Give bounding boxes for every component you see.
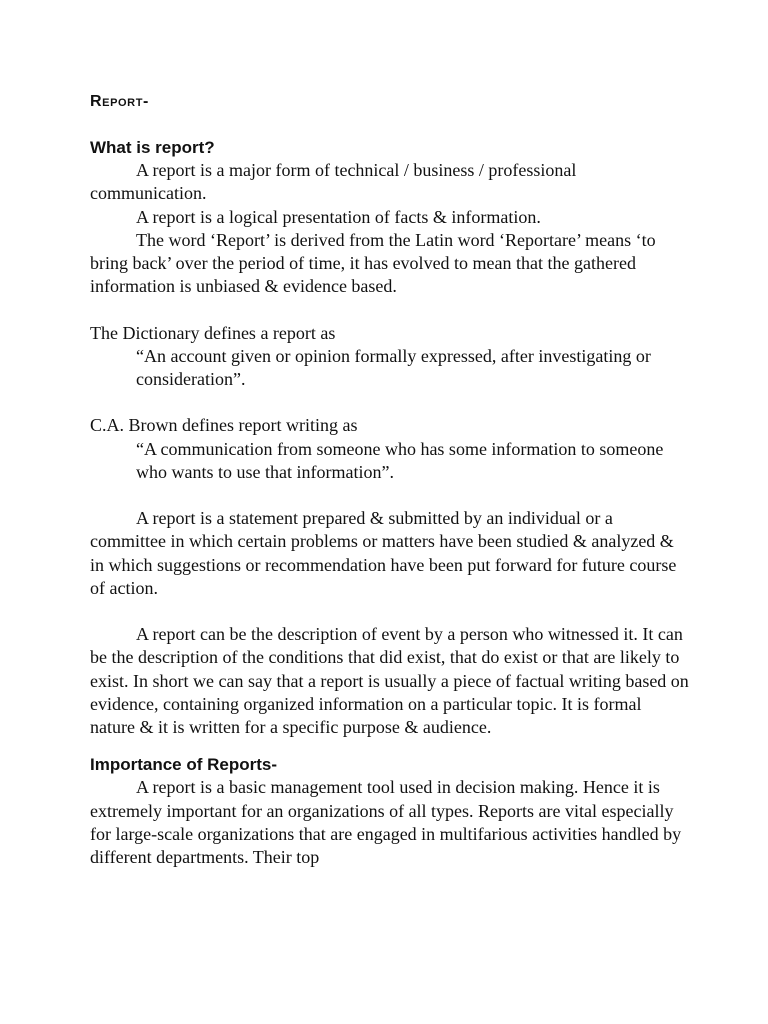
brown-quote: “A communication from someone who has some information to someone who wants to use that information”.	[136, 438, 664, 482]
dictionary-intro: The Dictionary defines a report as	[90, 322, 336, 343]
brown-intro: C.A. Brown defines report writing as	[90, 415, 358, 436]
etymology-paragraph: The word ‘Report’ is derived from the Latin word ‘Reportare’ means ‘to bring back’ over the period of time, it has evolved to mean that the gathered information is unbiased & evidence based.	[90, 229, 656, 297]
dictionary-quote: “An account given or opinion formally expressed, after investigating or consideration”.	[136, 345, 651, 390]
document-title: Report-	[90, 93, 149, 110]
description-paragraph: A report can be the description of event by a person who witnessed it. It can be the description of the conditions that did exist, that do exist or that are likely to exist. In short we can say that a report is usually a piece of factual writing based on evidence, containing organized information on a particular topic. It is formal nature & it is written for a specific purpose & audience.	[90, 624, 689, 738]
definition-paragraph-2: A report is a logical presentation of facts & information.	[136, 206, 541, 227]
what-is-report-heading: What is report?	[90, 138, 215, 157]
importance-heading: Importance of Reports-	[90, 755, 278, 775]
importance-paragraph: A report is a basic management tool used in decision making. Hence it is extremely important for an organizations of all types. Reports are vital especially for large-scale organizations that are engaged in multifarious activities handled by different departments. Their top	[90, 777, 682, 868]
statement-paragraph: A report is a statement prepared & submitted by an individual or a committee in which certain problems or matters have been studied & analyzed & in which suggestions or recommendation have been put forward for future course of action.	[90, 508, 677, 598]
definition-paragraph-1: A report is a major form of technical / business / professional communication.	[90, 160, 577, 204]
document-page	[90, 90, 690, 869]
